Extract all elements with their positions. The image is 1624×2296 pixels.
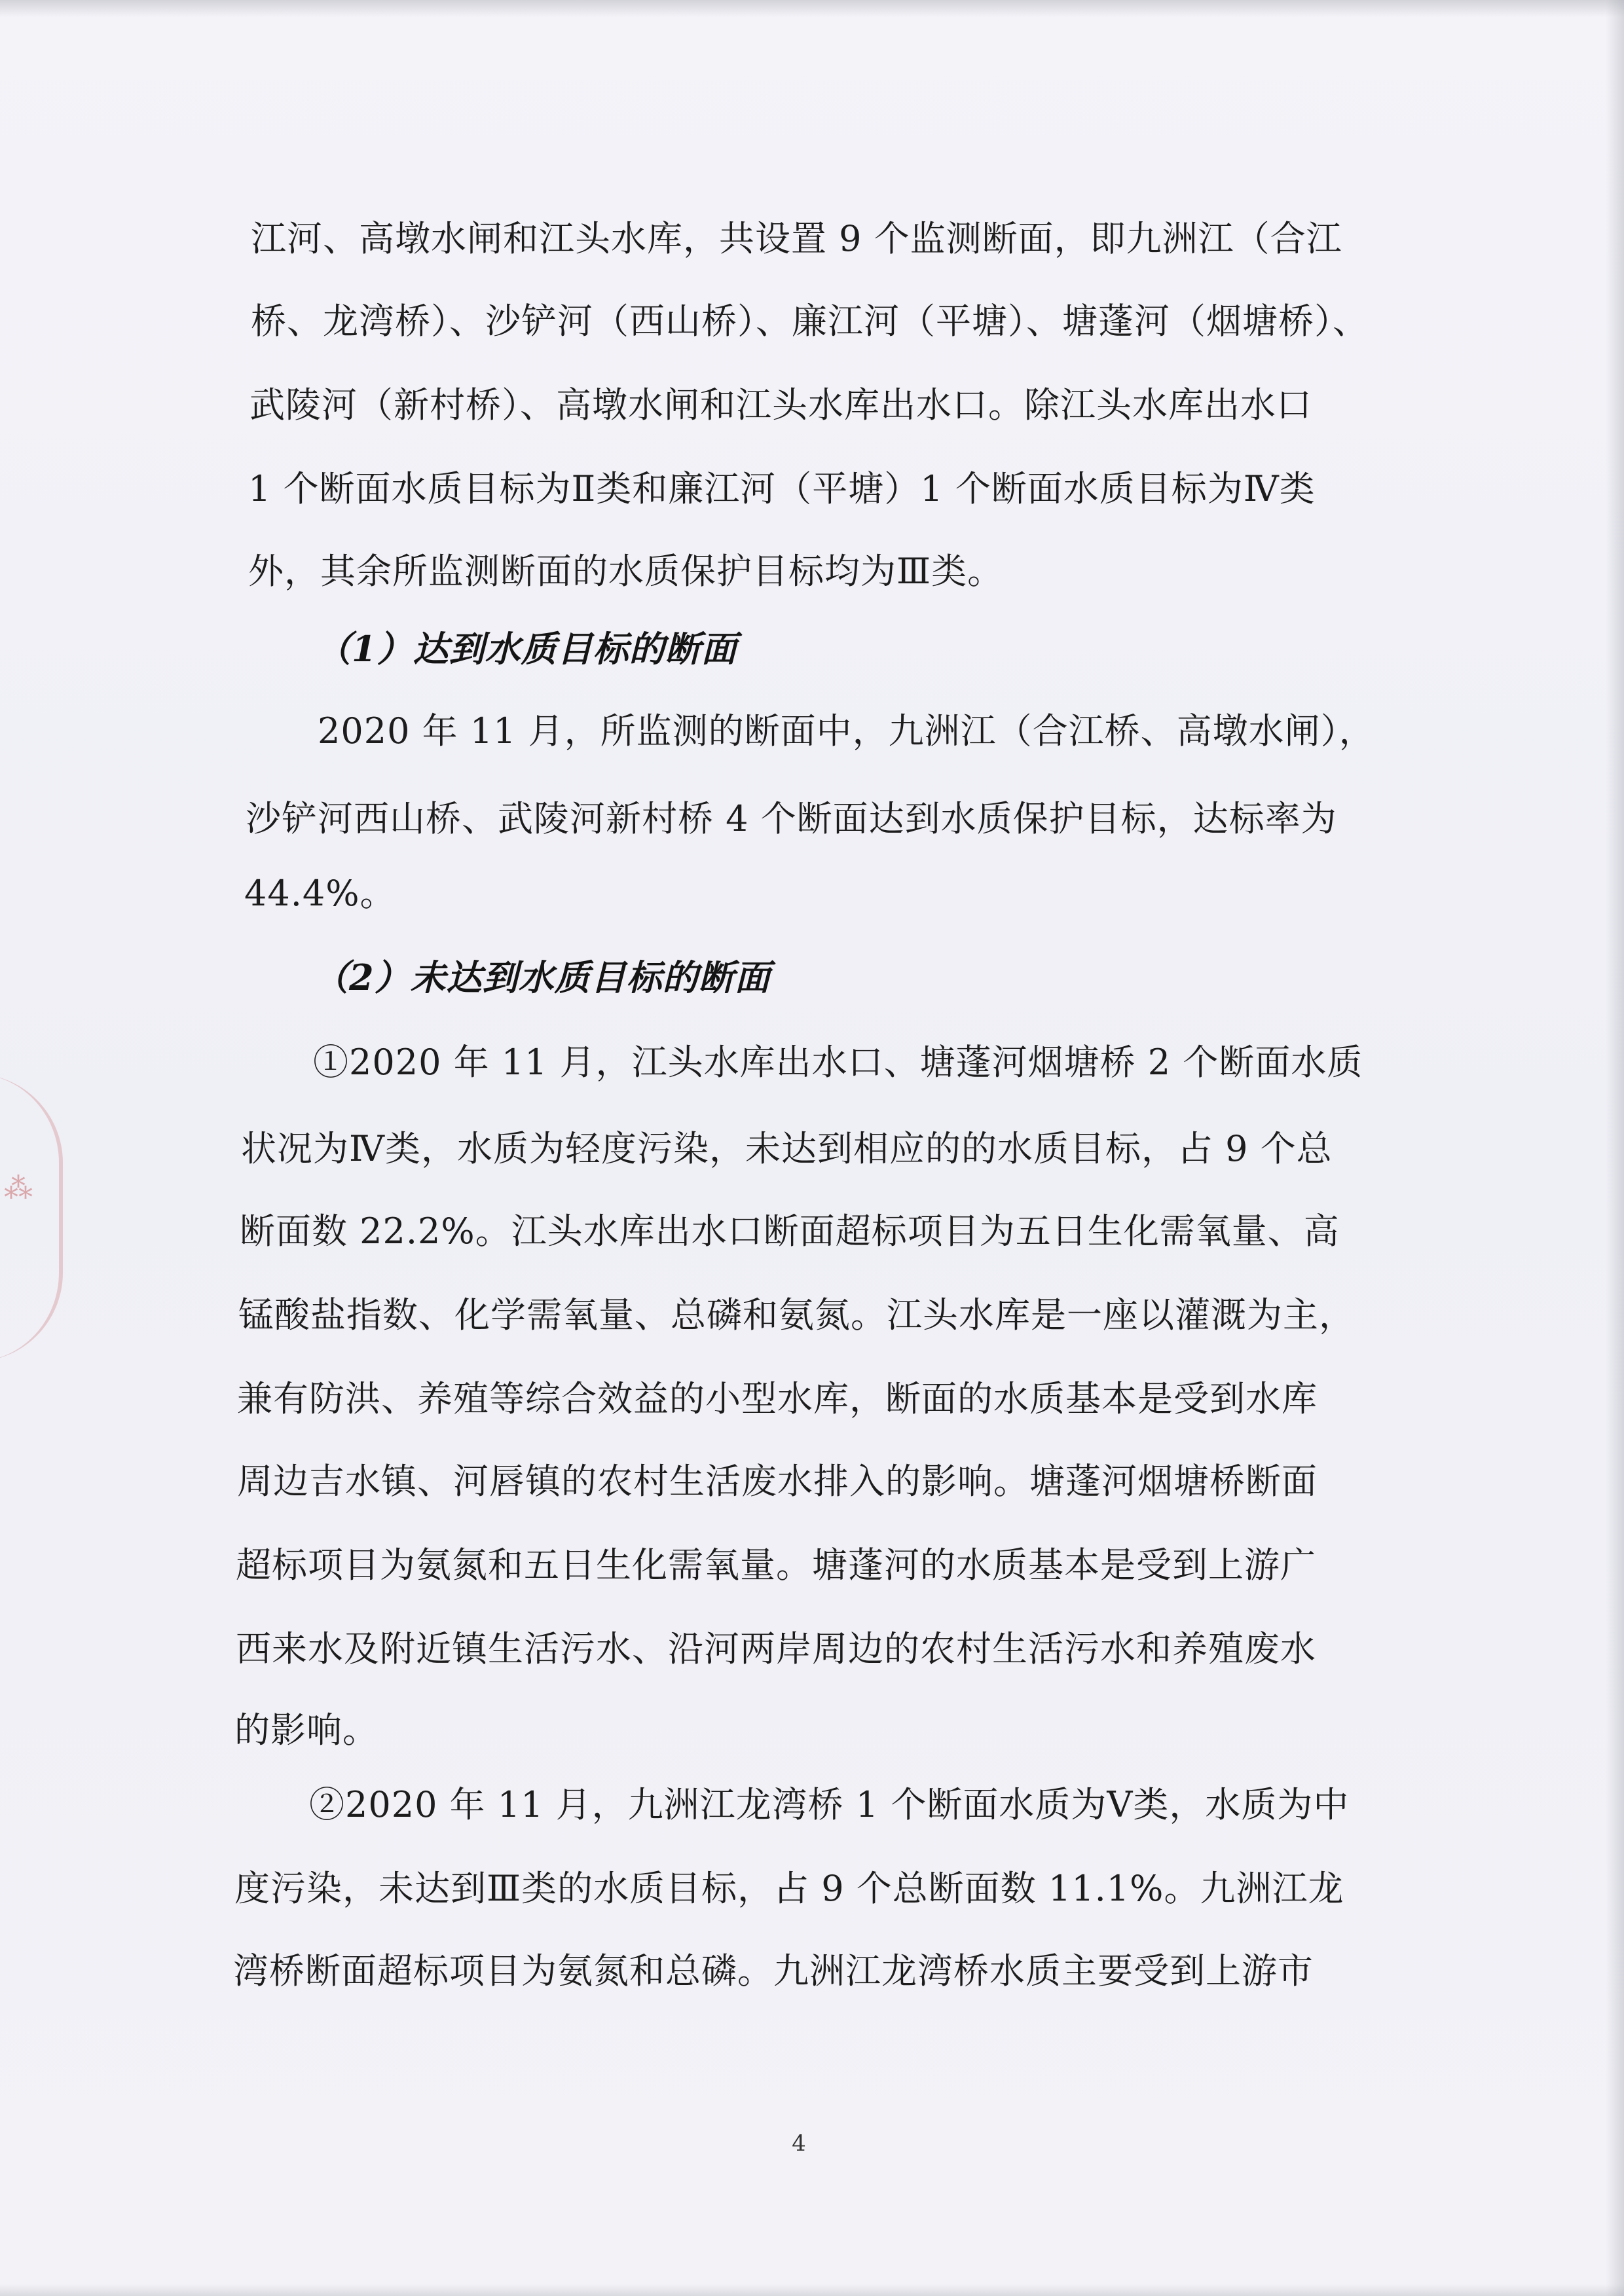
paragraph-1-line-2: 桥、龙湾桥）、沙铲河（西山桥）、廉江河（平塘）、塘蓬河（烟塘桥）、 xyxy=(251,301,1369,342)
paragraph-3-line-1: ①2020 年 11 月，江头水库出水口、塘蓬河烟塘桥 2 个断面水质 xyxy=(313,1042,1363,1083)
paragraph-1-line-5: 外，其余所监测断面的水质保护目标均为Ⅲ类。 xyxy=(248,551,1004,592)
paragraph-4-line-2: 度污染，未达到Ⅲ类的水质目标，占 9 个总断面数 11.1%。九洲江龙 xyxy=(234,1868,1344,1909)
paragraph-3-line-8: 西来水及附近镇生活污水、沿河两岸周边的农村生活污水和养殖废水 xyxy=(236,1628,1316,1669)
paragraph-3-line-9: 的影响。 xyxy=(234,1709,378,1751)
paragraph-1-line-4: 1 个断面水质目标为Ⅱ类和廉江河（平塘）1 个断面水质目标为Ⅳ类 xyxy=(248,468,1316,509)
paragraph-3-line-6: 周边吉水镇、河唇镇的农村生活废水排入的影响。塘蓬河烟塘桥断面 xyxy=(237,1461,1318,1502)
paragraph-2-line-2: 沙铲河西山桥、武陵河新村桥 4 个断面达到水质保护目标，达标率为 xyxy=(246,798,1337,839)
paragraph-4-line-3: 湾桥断面超标项目为氨氮和总磷。九洲江龙湾桥水质主要受到上游市 xyxy=(233,1950,1314,1992)
heading-targets-not-met: （2）未达到水质目标的断面 xyxy=(313,957,771,998)
paragraph-2-line-1: 2020 年 11 月，所监测的断面中，九洲江（合江桥、高墩水闸）， xyxy=(318,710,1375,752)
paragraph-3-line-5: 兼有防洪、养殖等综合效益的小型水库，断面的水质基本是受到水库 xyxy=(237,1378,1318,1419)
page-number: 4 xyxy=(792,2130,806,2157)
paragraph-3-line-4: 锰酸盐指数、化学需氧量、总磷和氨氮。江头水库是一座以灌溉为主， xyxy=(238,1294,1355,1336)
paragraph-3-line-7: 超标项目为氨氮和五日生化需氧量。塘蓬河的水质基本是受到上游广 xyxy=(236,1544,1316,1586)
seal-stamp-fragment-icon: ⁂ xyxy=(4,1172,33,1205)
heading-targets-met: （1）达到水质目标的断面 xyxy=(316,628,737,670)
paragraph-3-line-3: 断面数 22.2%。江头水库出水口断面超标项目为五日生化需氧量、高 xyxy=(240,1211,1340,1252)
paragraph-1-line-1: 江河、高墩水闸和江头水库，共设置 9 个监测断面，即九洲江（合江 xyxy=(251,218,1342,259)
paragraph-1-line-3: 武陵河（新村桥）、高墩水闸和江头水库出水口。除江头水库出水口 xyxy=(249,384,1312,426)
paragraph-2-line-3: 44.4%。 xyxy=(244,873,396,914)
paragraph-4-line-1: ②2020 年 11 月，九洲江龙湾桥 1 个断面水质为Ⅴ类，水质为中 xyxy=(309,1784,1350,1825)
paragraph-3-line-2: 状况为Ⅳ类，水质为轻度污染，未达到相应的的水质目标，占 9 个总 xyxy=(241,1128,1333,1169)
